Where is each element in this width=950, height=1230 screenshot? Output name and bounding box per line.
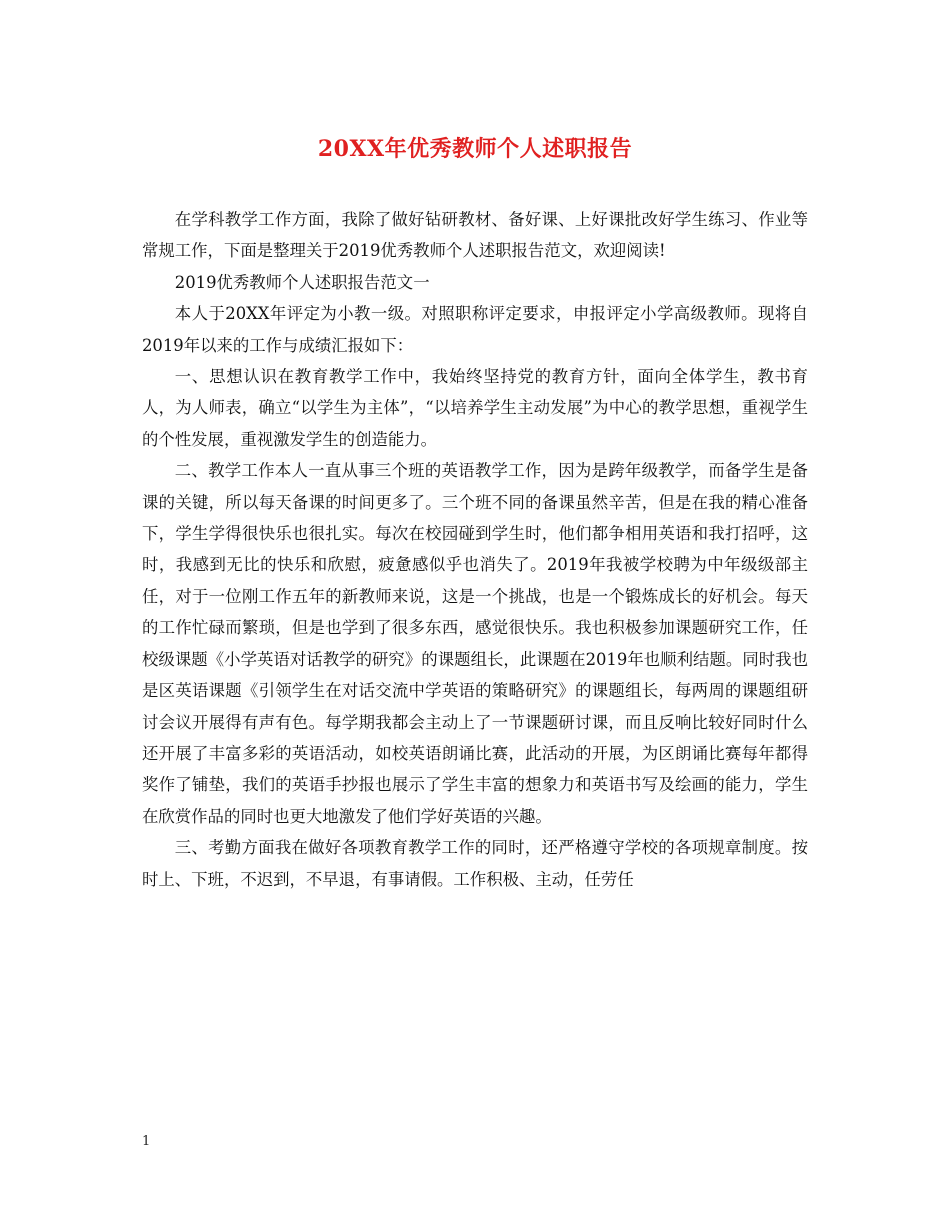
document-body: [142, 204, 808, 895]
paragraph-teaching: 二、教学工作本人一直从事三个班的英语教学工作，因为是跨年级教学，而备学生是备课的关键，所以每天备课的时间更多了。三个班不同的备课虽然辛苦，但是在我的精心准备下，学生学得很快乐也很扎实。每次在校园碰到学生时，他们都争相用英语和我打招呼，这时，我感到无比的快乐和欣慰，疲惫感似乎也消失了。2019年我被学校聘为中年级级部主任，对于一位刚工作五年的新教师来说，这是一个挑战，也是一个锻炼成长的好机会。每天的工作忙碌而繁琐，但是也学到了很多东西，感觉很快乐。我也积极参加课题研究工作，任校级课题《小学英语对话教学的研究》的课题组长，此课题在2019年也顺利结题。同时我也是区英语课题《引领学生在对话交流中学英语的策略研究》的课题组长，每两周的课题组研讨会议开展得有声有色。每学期我都会主动上了一节课题研讨课，而且反响比较好同时什么还开展了丰富多彩的英语活动，如校英语朗诵比赛，此活动的开展，为区朗诵比赛每年都得奖作了铺垫，我们的英语手抄报也展示了学生丰富的想象力和英语书写及绘画的能力，学生在欣赏作品的同时也更大地激发了他们学好英语的兴趣。: [142, 461, 808, 826]
paragraph-opening: 本人于20XX年评定为小教一级。对照职称评定要求，申报评定小学高级教师。现将自2019年以来的工作与成绩汇报如下：: [142, 304, 808, 355]
paragraph-intro: 在学科教学工作方面，我除了做好钻研教材、备好课、上好课批改好学生练习、作业等常规工作，下面是整理关于2019优秀教师个人述职报告范文，欢迎阅读!: [142, 210, 808, 261]
paragraph-attendance: 三、考勤方面我在做好各项教育教学工作的同时，还严格遵守学校的各项规章制度。按时上、下班，不迟到，不早退，有事请假。工作积极、主动，任劳任: [142, 838, 808, 889]
paragraph-section-heading: 2019优秀教师个人述职报告范文一: [174, 272, 430, 292]
paragraph-thought: 一、思想认识在教育教学工作中，我始终坚持党的教育方针，面向全体学生，教书育人，为人师表，确立“以学生为主体”，“以培养学生主动发展”为中心的教学思想，重视学生的个性发展，重视激发学生的创造能力。: [142, 367, 808, 449]
page-number: 1: [142, 1134, 151, 1149]
document-title: 20XX年优秀教师个人述职报告: [317, 136, 633, 162]
